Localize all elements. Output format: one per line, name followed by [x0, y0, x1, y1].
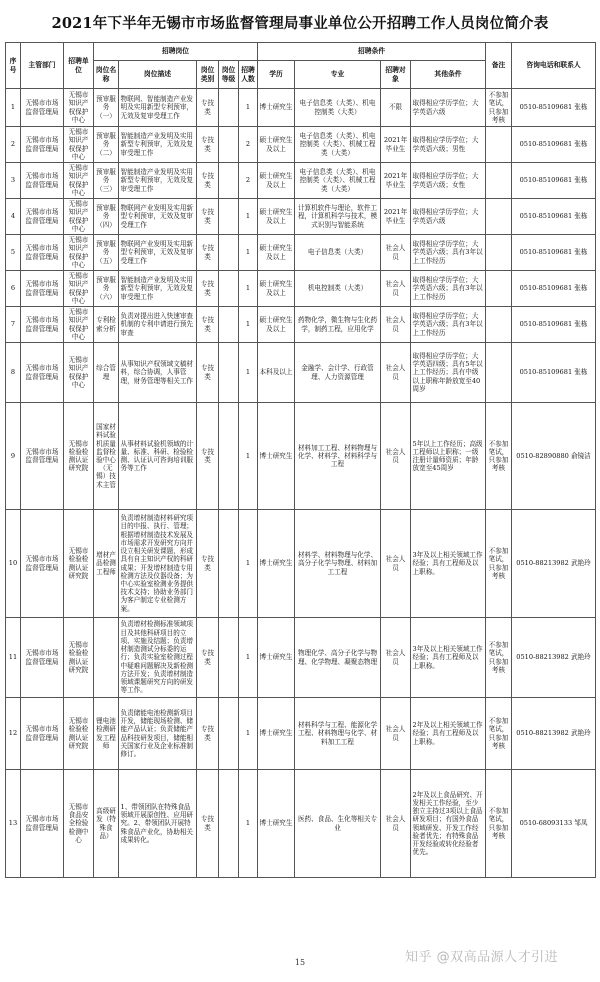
- cell-contact: 0510-85109681 张栋: [512, 127, 596, 163]
- header-post-desc: 岗位描述: [119, 61, 197, 89]
- cell-other: 3年及以上相关领域工作经验；具有工程师及以上职称。: [411, 510, 486, 618]
- cell-target: 社会人员: [381, 271, 411, 307]
- cell-major: 药物化学，微生物与生化药学，制药工程，应用化学: [295, 307, 381, 343]
- cell-remark: [486, 163, 512, 199]
- table-row: [6, 307, 596, 343]
- cell-post-name: 增材产品检测工程师: [94, 510, 119, 618]
- cell-dept: 无锡市市场监督管理局: [21, 618, 64, 698]
- cell-contact: 0510-85109681 张栋: [512, 199, 596, 235]
- cell-dept: 无锡市市场监督管理局: [21, 343, 64, 403]
- cell-seq: 5: [6, 235, 21, 271]
- cell-edu: 博士研究生: [258, 403, 295, 510]
- cell-edu: 硕士研究生及以上: [258, 271, 295, 307]
- watermark: 知乎 @双高品源人才引进: [405, 950, 559, 965]
- position-table: [5, 42, 596, 878]
- cell-unit: 无锡市知识产权保护中心: [64, 271, 94, 307]
- cell-post-type: 专技类: [197, 770, 219, 878]
- cell-post-name: 锂电池检测研发工程师: [94, 698, 119, 770]
- cell-contact: 0510-88213982 武艳玲: [512, 698, 596, 770]
- cell-edu: 硕士研究生及以上: [258, 163, 295, 199]
- header-seq: 序号: [6, 43, 21, 89]
- cell-edu: 硕士研究生及以上: [258, 307, 295, 343]
- cell-other: 5年以上工作经历；高级工程师以上职称；一级注册计量师资质；年龄放宽至45周岁: [411, 403, 486, 510]
- cell-post-name: 国家材料试验机质量监督检验中心（无锡）技术主管: [94, 403, 119, 510]
- cell-contact: 0510-82890880 俞镜洁: [512, 403, 596, 510]
- cell-dept: 无锡市市场监督管理局: [21, 271, 64, 307]
- cell-post-desc: 智能制造产业发明及实用新型专利预审，无效及复审受理工作: [119, 271, 197, 307]
- cell-target: 社会人员: [381, 770, 411, 878]
- cell-post-type: 专技类: [197, 307, 219, 343]
- cell-post-type: 专技类: [197, 618, 219, 698]
- cell-unit: 无锡市知识产权保护中心: [64, 89, 94, 127]
- cell-contact: 0510-85109681 张栋: [512, 163, 596, 199]
- cell-count: 1: [239, 698, 258, 770]
- cell-major: 物理化学、高分子化学与物理、化学物理、凝聚态物理: [295, 618, 381, 698]
- cell-count: 1: [239, 510, 258, 618]
- cell-target: 社会人员: [381, 307, 411, 343]
- cell-post-desc: 智能制造产业发明及实用新型专利预审，无效及复审受理工作: [119, 127, 197, 163]
- cell-seq: 11: [6, 618, 21, 698]
- cell-count: 1: [239, 89, 258, 127]
- cell-post-desc: 物联网产业发明及实用新型专利预审，无效及复审受理工作: [119, 235, 197, 271]
- cell-major: 材料科学与工程、能源化学工程、材料物理与化学、材料加工工程: [295, 698, 381, 770]
- cell-other: 取得相应学历学位；大学英语六级；具有3年以上工作经历: [411, 271, 486, 307]
- cell-seq: 13: [6, 770, 21, 878]
- cell-dept: 无锡市市场监督管理局: [21, 127, 64, 163]
- cell-post-desc: 负责增材制造材料研究项目的申报、执行、管理；根据增材制造技术发展及市场需求开发研究方向并设立相关研发课题，形成具有自主知识产权的科研成果；开发增材制造专用检测方法及仪器设备；为中心实验室检测业务提供技术支持；协助业务部门为客户制定专业检测方案。: [119, 510, 197, 618]
- cell-dept: 无锡市市场监督管理局: [21, 235, 64, 271]
- cell-post-type: 专技类: [197, 163, 219, 199]
- cell-major: 电子信息类（大类）、机电控制类（大类）、机械工程类（大类）: [295, 127, 381, 163]
- cell-other: 取得相应学历学位；大学英语四级；具有5年以上工作经历；具有中级以上职称年龄放宽至40周岁: [411, 343, 486, 403]
- cell-unit: 无锡市检验检测认证研究院: [64, 698, 94, 770]
- cell-count: 1: [239, 618, 258, 698]
- header-post-group: 招聘岗位: [94, 43, 258, 61]
- cell-remark: 不参加笔试，只参加考核: [486, 89, 512, 127]
- table-row: [6, 89, 596, 127]
- cell-post-type: 专技类: [197, 510, 219, 618]
- header-post-type: 岗位类别: [197, 61, 219, 89]
- cell-post-type: 专技类: [197, 89, 219, 127]
- cell-target: 2021年毕业生: [381, 199, 411, 235]
- header-row-top: [6, 43, 596, 61]
- cell-edu: 博士研究生: [258, 618, 295, 698]
- cell-contact: 0510-85109681 张栋: [512, 89, 596, 127]
- header-edu: 学历: [258, 61, 295, 89]
- header-major: 专业: [295, 61, 381, 89]
- cell-post-level: [219, 127, 239, 163]
- cell-contact: 0510-68093133 邹凤: [512, 770, 596, 878]
- cell-edu: 博士研究生: [258, 89, 295, 127]
- cell-post-desc: 负责对提出进入快速审查机制的专利申请进行预先审查: [119, 307, 197, 343]
- cell-target: 不限: [381, 89, 411, 127]
- cell-unit: 无锡市检验检测认证研究院: [64, 618, 94, 698]
- cell-post-desc: 负责储能电池检测新项目开发，储能现场检测、储能产品认证；负责储能产品科技研发项目，储能相关国家行业及企业标准制修订。: [119, 698, 197, 770]
- cell-dept: 无锡市市场监督管理局: [21, 307, 64, 343]
- cell-contact: 0510-85109681 张栋: [512, 343, 596, 403]
- cell-target: 2021年毕业生: [381, 163, 411, 199]
- cell-count: 1: [239, 271, 258, 307]
- cell-contact: 0510-88213982 武艳玲: [512, 618, 596, 698]
- header-contact: 咨询电话和联系人: [512, 43, 596, 89]
- cell-post-desc: 智能制造产业发明及实用新型专利预审，无效及复审受理工作: [119, 163, 197, 199]
- cell-post-name: 综合管理: [94, 343, 119, 403]
- cell-target: 社会人员: [381, 698, 411, 770]
- cell-post-name: 高级研发（特殊食品）: [94, 770, 119, 878]
- cell-unit: 无锡市知识产权保护中心: [64, 199, 94, 235]
- table-row: [6, 343, 596, 403]
- cell-remark: [486, 343, 512, 403]
- cell-post-name: 预审服务（一）: [94, 89, 119, 127]
- cell-post-desc: 从事知识产权领域文稿材料，综合协调，人事管理，财务管理等相关工作: [119, 343, 197, 403]
- cell-dept: 无锡市市场监督管理局: [21, 163, 64, 199]
- page-title: 2021年下半年无锡市市场监督管理局事业单位公开招聘工作人员岗位简介表: [51, 15, 549, 32]
- header-post-level: 岗位等级: [219, 61, 239, 89]
- cell-seq: 7: [6, 307, 21, 343]
- cell-other: 取得相应学历学位；大学英语六级；具有3年以上工作经历: [411, 307, 486, 343]
- cell-remark: 不参加笔试，只参加考核: [486, 698, 512, 770]
- cell-remark: [486, 271, 512, 307]
- cell-edu: 博士研究生: [258, 698, 295, 770]
- cell-post-level: [219, 307, 239, 343]
- header-post-name: 岗位名称: [94, 61, 119, 89]
- cell-unit: 无锡市检验检测认证研究院: [64, 403, 94, 510]
- cell-seq: 9: [6, 403, 21, 510]
- cell-major: 金融学、会计学、行政管理、人力资源管理: [295, 343, 381, 403]
- cell-remark: [486, 127, 512, 163]
- cell-post-level: [219, 163, 239, 199]
- cell-dept: 无锡市市场监督管理局: [21, 510, 64, 618]
- cell-major: 医药、食品、生化等相关专业: [295, 770, 381, 878]
- cell-post-type: 专技类: [197, 127, 219, 163]
- cell-post-name: 预审服务（五）: [94, 235, 119, 271]
- cell-edu: 硕士研究生及以上: [258, 199, 295, 235]
- cell-post-name: 预审服务（二）: [94, 127, 119, 163]
- cell-other: 取得相应学历学位；大学英语六级；女性: [411, 163, 486, 199]
- table-row: [6, 770, 596, 878]
- cell-edu: 博士研究生: [258, 770, 295, 878]
- page-number: 15: [294, 958, 306, 967]
- cell-post-name: [94, 618, 119, 698]
- table-row: [6, 618, 596, 698]
- cell-post-level: [219, 698, 239, 770]
- cell-unit: 无锡市食品安全检验检测中心: [64, 770, 94, 878]
- cell-post-level: [219, 510, 239, 618]
- cell-post-type: 专技类: [197, 199, 219, 235]
- cell-target: 社会人员: [381, 403, 411, 510]
- table-row: [6, 510, 596, 618]
- cell-count: 1: [239, 343, 258, 403]
- cell-contact: 0510-88213982 武艳玲: [512, 510, 596, 618]
- cell-unit: 无锡市知识产权保护中心: [64, 343, 94, 403]
- table-row: [6, 403, 596, 510]
- cell-dept: 无锡市市场监督管理局: [21, 89, 64, 127]
- cell-seq: 1: [6, 89, 21, 127]
- table-row: [6, 271, 596, 307]
- cell-seq: 10: [6, 510, 21, 618]
- header-unit: 招聘单位: [64, 43, 94, 89]
- cell-remark: 不参加笔试，只参加考核: [486, 403, 512, 510]
- cell-unit: 无锡市知识产权保护中心: [64, 307, 94, 343]
- cell-other: 取得相应学历学位；大学英语六级: [411, 199, 486, 235]
- cell-seq: 6: [6, 271, 21, 307]
- cell-contact: 0510-85109681 张栋: [512, 235, 596, 271]
- cell-post-name: 预审服务（三）: [94, 163, 119, 199]
- cell-dept: 无锡市市场监督管理局: [21, 199, 64, 235]
- cell-target: 社会人员: [381, 618, 411, 698]
- cell-post-level: [219, 235, 239, 271]
- cell-remark: 不参加笔试，只参加考核: [486, 770, 512, 878]
- cell-edu: 硕士研究生及以上: [258, 235, 295, 271]
- header-target: 招聘对象: [381, 61, 411, 89]
- cell-major: 材料学、材料物理与化学、高分子化学与物理、材料加工工程: [295, 510, 381, 618]
- cell-count: 1: [239, 235, 258, 271]
- cell-unit: 无锡市检验检测认证研究院: [64, 510, 94, 618]
- cell-unit: 无锡市知识产权保护中心: [64, 163, 94, 199]
- cell-edu: 本科及以上: [258, 343, 295, 403]
- cell-target: 社会人员: [381, 235, 411, 271]
- cell-other: 3年及以上相关领域工作经验；具有工程师及以上职称。: [411, 618, 486, 698]
- cell-post-name: 预审服务（六）: [94, 271, 119, 307]
- cell-post-type: 专技类: [197, 271, 219, 307]
- cell-remark: [486, 199, 512, 235]
- cell-dept: 无锡市市场监督管理局: [21, 403, 64, 510]
- cell-dept: 无锡市市场监督管理局: [21, 770, 64, 878]
- cell-count: 1: [239, 770, 258, 878]
- cell-remark: 不参加笔试，只参加考核: [486, 618, 512, 698]
- cell-remark: 不参加笔试，只参加考核: [486, 510, 512, 618]
- table-row: [6, 127, 596, 163]
- cell-post-desc: 1、带领团队在特殊食品领域开展原创性、应用研究。2、带领团队开展特殊食品产业化，协助相关成果转化。: [119, 770, 197, 878]
- cell-major: 材料加工工程、材料物理与化学、材料学、材料科学与工程: [295, 403, 381, 510]
- cell-post-type: 专技类: [197, 235, 219, 271]
- cell-major: 电子信息类（大类）、机电控制类（大类）、机械工程类（大类）: [295, 163, 381, 199]
- table-row: [6, 235, 596, 271]
- header-cond-group: 招聘条件: [258, 43, 486, 61]
- cell-seq: 4: [6, 199, 21, 235]
- cell-post-desc: 负责增材检测标准领域项目及其他科研项目的立项、实施及结题；负责增材制造测试分标委的运行；负责实验室检测过程中疑难问题解决及新检测方法开发；负责增材制造领域课题研究方向的研发等工作。: [119, 618, 197, 698]
- cell-remark: [486, 307, 512, 343]
- cell-target: 2021年毕业生: [381, 127, 411, 163]
- cell-post-name: 预审服务（四）: [94, 199, 119, 235]
- cell-target: 社会人员: [381, 343, 411, 403]
- cell-post-level: [219, 199, 239, 235]
- cell-other: 2年及以上食品研究、开发相关工作经验，至少独立主持过3项以上食品研发项目；有国外食品领域研发、开发工作经验者优先；有特殊食品开发经验或转化经验者优先。: [411, 770, 486, 878]
- table-row: [6, 698, 596, 770]
- cell-dept: 无锡市市场监督管理局: [21, 698, 64, 770]
- cell-post-level: [219, 271, 239, 307]
- cell-other: 取得相应学历学位；大学英语六级；具有3年以上工作经历: [411, 235, 486, 271]
- cell-seq: 12: [6, 698, 21, 770]
- header-dept: 主管部门: [21, 43, 64, 89]
- cell-seq: 8: [6, 343, 21, 403]
- cell-post-type: 专技类: [197, 403, 219, 510]
- cell-post-level: [219, 89, 239, 127]
- cell-unit: 无锡市知识产权保护中心: [64, 235, 94, 271]
- cell-post-type: 专技类: [197, 343, 219, 403]
- cell-major: 计算机软件与理论，软件工程，计算机科学与技术，模式识别与智能系统: [295, 199, 381, 235]
- cell-post-level: [219, 618, 239, 698]
- header-remark: 备注: [486, 43, 512, 89]
- cell-contact: 0510-85109681 张栋: [512, 307, 596, 343]
- cell-post-desc: 从事材料试验机领域的计量、标准、科研、检验检测、认证认可咨询培训服务等工作: [119, 403, 197, 510]
- cell-target: 社会人员: [381, 510, 411, 618]
- cell-post-desc: 物联网产业发明及实用新型专利预审，无效及复审受理工作: [119, 199, 197, 235]
- cell-major: 电子信息类（大类）、机电控制类（大类）: [295, 89, 381, 127]
- cell-other: 取得相应学历学位；大学英语六级: [411, 89, 486, 127]
- cell-post-level: [219, 343, 239, 403]
- table-body: [6, 89, 596, 878]
- cell-other: 2年及以上相关领域工作经验；具有工程师及以上职称。: [411, 698, 486, 770]
- cell-edu: 博士研究生: [258, 510, 295, 618]
- cell-major: 电子信息类（大类）: [295, 235, 381, 271]
- table-row: [6, 199, 596, 235]
- cell-edu: 硕士研究生及以上: [258, 127, 295, 163]
- cell-seq: 3: [6, 163, 21, 199]
- table-row: [6, 163, 596, 199]
- cell-contact: 0510-85109681 张栋: [512, 271, 596, 307]
- cell-post-desc: 物联网、智能制造产业发明及实用新型专利预审，无效及复审受理工作: [119, 89, 197, 127]
- cell-count: 1: [239, 199, 258, 235]
- cell-post-name: 专利检索分析: [94, 307, 119, 343]
- cell-count: 1: [239, 403, 258, 510]
- cell-seq: 2: [6, 127, 21, 163]
- cell-post-type: 专技类: [197, 698, 219, 770]
- header-count: 招聘人数: [239, 61, 258, 89]
- cell-remark: [486, 235, 512, 271]
- header-other: 其他条件: [411, 61, 486, 89]
- cell-other: 取得相应学历学位；大学英语六级；男性: [411, 127, 486, 163]
- cell-count: 2: [239, 127, 258, 163]
- cell-post-level: [219, 770, 239, 878]
- cell-post-level: [219, 403, 239, 510]
- cell-count: 1: [239, 307, 258, 343]
- cell-major: 机电控制类（大类）: [295, 271, 381, 307]
- cell-count: 2: [239, 163, 258, 199]
- cell-unit: 无锡市知识产权保护中心: [64, 127, 94, 163]
